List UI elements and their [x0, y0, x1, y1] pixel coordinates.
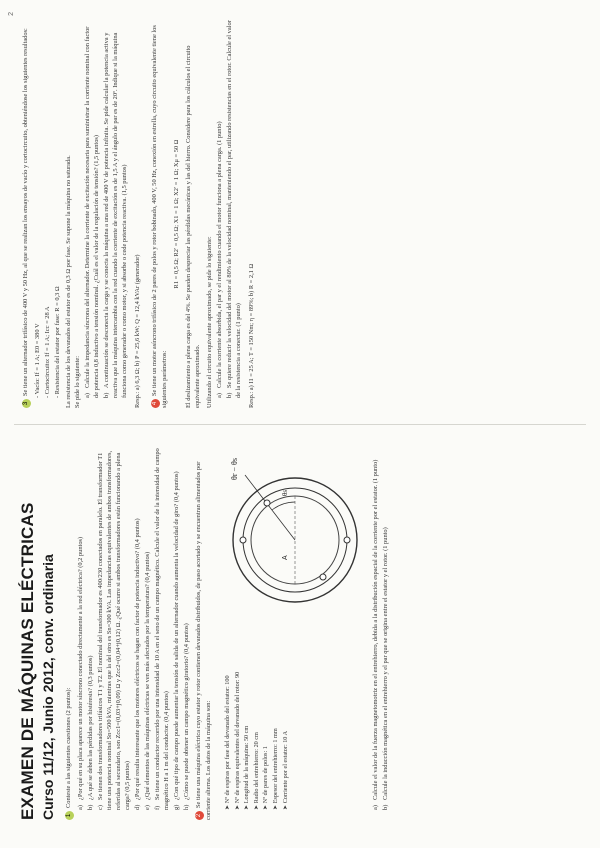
- list-item: e)¿Qué elementos de las máquinas eléctricas se ven más afectados por la temperatura? (0,4 puntos): [144, 551, 151, 810]
- list-item: a)Calcule el valor de la fuerza magnetomotriz en el entrehierro, debida a la distribución espacial de la corriente por el estator. (1 punto): [372, 459, 379, 810]
- question-3-answer: Resp.: a) 6,3 Ω; b) P = 25,6 kW; Q = 12,4 kVAr (generador): [134, 254, 141, 408]
- page-number: 2: [8, 12, 15, 16]
- question-3-intro: Se tiene un alternador trifásico de 400 V y 50 Hz, al que se realizan los ensayos de vacío y cortocircuito, obteniéndose los siguientes resultados:: [22, 28, 29, 396]
- list-item: ➤ Corriente por el estator: 10 A: [281, 730, 289, 810]
- question-3-results: [33, 20, 62, 408]
- list-item: g)¿Con qué tipo de campo puede aumentar la tensión de salida de un alternador cuando aumenta la velocidad de giro? (0,4 puntos): [173, 471, 180, 810]
- list-item: ➤ Radio del entrehierro: 20 cm: [252, 732, 260, 810]
- list-item: - Vacío: If = 1 A; E0 = 380 V: [34, 323, 41, 398]
- list-item: h)¿Cómo se puede obtener un campo magnético giratorio? (0,4 puntos): [183, 623, 190, 810]
- question-3-badge: 3: [22, 399, 31, 408]
- rotor-slot: [320, 574, 326, 580]
- question-1-intro: Conteste a las siguientes cuestiones (2 puntos):: [65, 687, 72, 808]
- list-item: b)Se quiere reducir la velocidad del motor al 80% de la velocidad nominal, manteniendo el par, utilizando resistencias en el rotor. Calcule el valor de la resistencia a conectar. (1 punto): [226, 20, 242, 398]
- question-3-ask: Se pide lo siguiente:: [74, 355, 81, 408]
- question-3-items: [83, 20, 129, 408]
- list-item: b)¿A qué se deben las pérdidas por histéresis? (0,3 puntos): [87, 655, 94, 810]
- question-4-intro: Se tiene un motor asíncrono trifásico de 2 pares de polos y rotor bobinado, 400 V, 50 Hz, conexión en estrella, cuyo circuito equivalente tiene los siguientes parámetros:: [151, 25, 168, 408]
- question-1-items: [76, 440, 191, 820]
- angle-arc: [272, 502, 295, 510]
- question-4: [150, 20, 169, 408]
- question-3-note: La resistencia de los devanados del estator es de 0,3 Ω por fase. Se supone la máquina no saturada.: [65, 155, 72, 408]
- question-2-items: [371, 440, 390, 820]
- question-4-badge: 4: [151, 399, 160, 408]
- question-1-badge: 1: [65, 811, 74, 820]
- question-4-ask: Utilizando el circuito equivalente aproximado, se pide lo siguiente:: [206, 236, 213, 408]
- exam-subtitle: Curso 11/12, Junio 2012, conv. ordinaria: [40, 554, 56, 820]
- question-3: [21, 20, 31, 408]
- rotor-slot: [264, 500, 270, 506]
- list-item: b)A continuación se desconecta la carga y se conecta la máquina a una red de 400 V de potencia infinita. Se pide calcular la potencia activa y reactiva que la máquina intercambia con la red cuando la corriente de excitación es de 1,5 A y el ángulo de par es de 20º. Indique si la máquina funciona como generador o como motor, y si absorbe o cede potencia reactiva. (1,5 puntos): [103, 32, 128, 398]
- question-2-badge: 2: [195, 811, 204, 820]
- list-item: b)Calcule la inducción magnética en el entrehierro y el par que se origina entre el estator y el rotor. (1 punto): [382, 527, 389, 810]
- list-item: ➤ Nº de espiras equivalentes del devanado del rotor: 90: [233, 671, 241, 810]
- list-item: - Resistencia del estator por fase: R = 0,3 Ω: [54, 286, 61, 398]
- exam-title: EXAMEN DE MÁQUINAS ELÉCTRICAS: [18, 502, 37, 820]
- left-column: [0, 424, 600, 848]
- list-item: f)Se tiene un conductor recorrido por una intensidad de 10 A en el seno de un campo magnético. Calcule el valor de la intensidad de campo magnético H a 1 m del conductor. (0,4 puntos): [154, 448, 170, 810]
- list-item: ➤ Nº de espiras por fase del devanado del estator: 100: [224, 675, 231, 810]
- stator-rotor-diagram: [217, 440, 367, 620]
- list-item: c)Se tienen dos transformadores trifásicos T1 y T2. El nominal del transformador es 400/230 conectados en paralelo. El transformador T1 tiene una potencia nominal Sn=500 kVA, mientras que la del otro es Sn=300 kVA. Las impedancias equivalentes de ambos transformadores, referidas al secundario, son Zcc1=(0,03+j0,09) Ω y Zcc2=(0,04+j0,12) Ω. ¿Qué ocurre si ambos transformadores están funcionando a plena carga? (0,5 puntos): [97, 450, 131, 810]
- question-4-answer: Resp.: a) I1 = 25 A; T = 150 Nm; η = 89%; b) R = 2,1 Ω: [248, 263, 255, 408]
- list-item: - Cortocircuito: If = 1 A; Icc = 28 A: [44, 306, 51, 398]
- list-item: a)¿Por qué en su placa aparece un motor síncrono conectado directamente a la red eléctrica? (0,2 puntos): [77, 536, 84, 810]
- list-item: d)¿Por qué resulta interesante que los motores eléctricos se hagan con factor de potencia inductivo? (0,4 puntos): [134, 518, 141, 810]
- stator-slot: [240, 537, 246, 543]
- question-2-intro: Se tiene una máquina eléctrica cuyo estator y rotor contienen devanados distribuidos, de paso acortado y se encuentran alimentados por corriente alterna. Los datos de la máquina son:: [195, 461, 212, 820]
- machine-diagram-block: [217, 440, 367, 820]
- angle-label-2: θs: [281, 489, 289, 496]
- question-4-items: [215, 20, 243, 408]
- question-2: [194, 440, 213, 820]
- machine-specs-list: [223, 620, 291, 820]
- list-item: a)Calcule la corriente absorbida, el par y el rendimiento cuando el motor funciona a plena carga. (1 punto): [216, 121, 223, 398]
- question-4-params: R1 = 0,5 Ω; R2' = 0,5 Ω; X1 = 1 Ω; X2' = 1 Ω; Xμ = 50 Ω: [173, 139, 180, 289]
- slot-label: A: [282, 555, 289, 560]
- list-item: ➤ Nº de pares de polos: 1: [262, 746, 270, 810]
- question-4-desc: El deslizamiento a plena carga es del 4%. Se pueden despreciar las pérdidas mecánicas y las del hierro. Considere para los cálculos el circuito equivalente aproximado.: [185, 45, 201, 408]
- list-item: a)Calcule la impedancia síncrona del alternador. Determine la corriente de excitación necesaria para suministrar la corriente nominal con factor de potencia 0,8 inductivo a tensión nominal. ¿Cuál es el valor de la regulación de tensión? (1,5 puntos): [84, 26, 100, 398]
- question-1: [64, 440, 74, 820]
- list-item: ➤ Longitud de la máquina: 50 cm: [243, 725, 251, 810]
- list-item: ➤ Espesor del entrehierro: 1 mm: [271, 728, 279, 810]
- stator-slot: [344, 537, 350, 543]
- angle-label: θr − θs: [230, 458, 239, 480]
